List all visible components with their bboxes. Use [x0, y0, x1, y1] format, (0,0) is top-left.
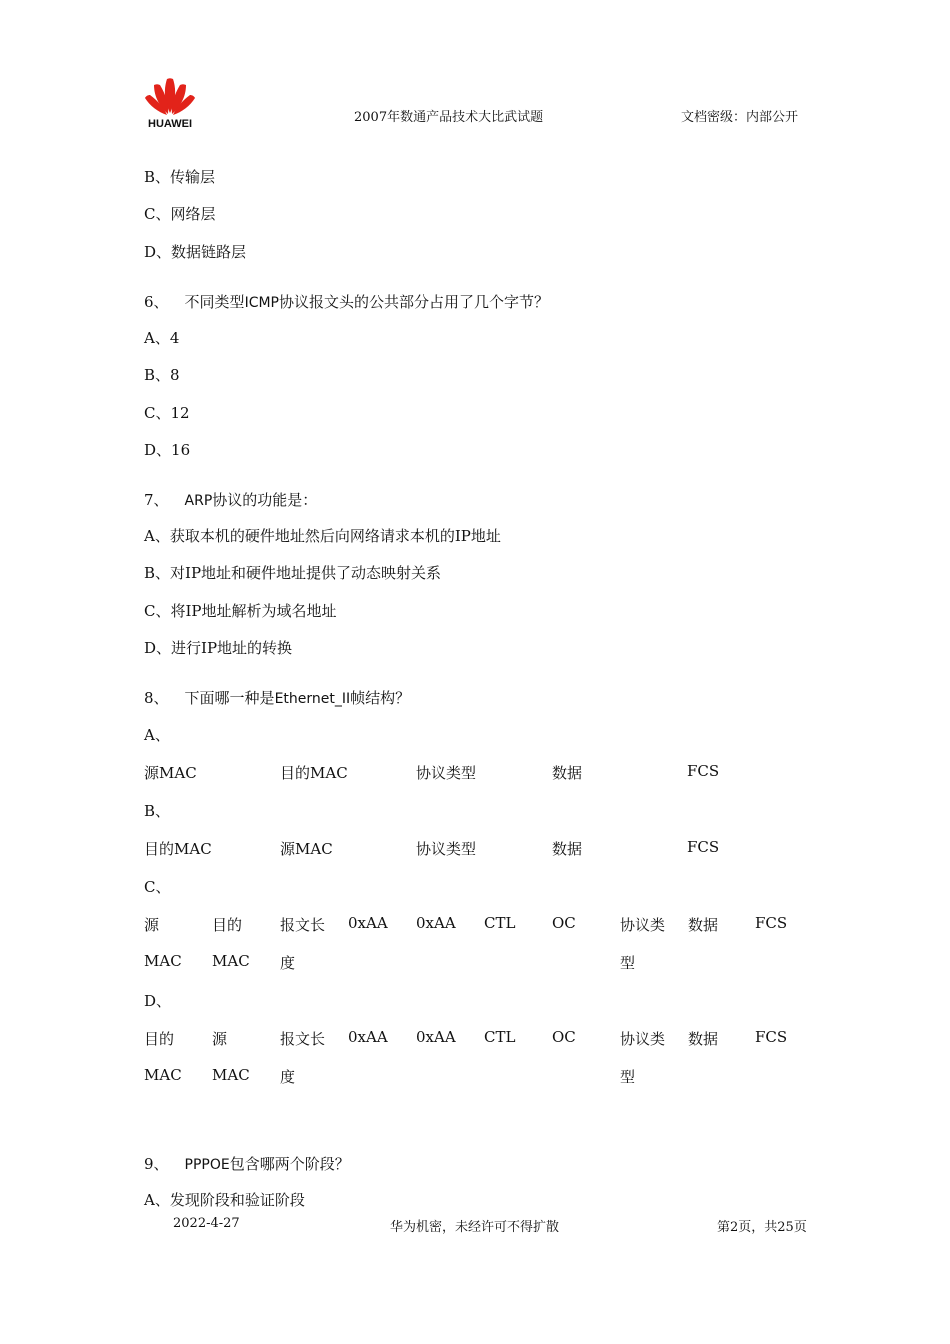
q6-option-d: D、16 — [144, 441, 191, 459]
q8-number: 8、 — [144, 689, 169, 707]
q8-d-cell-7: OC — [552, 1028, 576, 1046]
footer-date: 2022-4-27 — [173, 1216, 240, 1231]
q8-a-cell-5: FCS — [687, 762, 720, 780]
q8-d-cell-9: 数据 — [688, 1030, 719, 1048]
q5-option-b: B、传输层 — [144, 168, 216, 186]
q8-d-cell-8-cont: 型 — [620, 1068, 636, 1086]
q8-d-cell-1-cont: MAC — [144, 1066, 182, 1084]
q8-a-cell-4: 数据 — [552, 764, 583, 782]
q7-text-post: 协议的功能是： — [212, 491, 318, 509]
q8-c-cell-1: 源 — [144, 916, 160, 934]
question-6 — [144, 291, 549, 312]
q8-c-cell-5: 0xAA — [416, 914, 456, 932]
question-8 — [144, 687, 410, 708]
q8-b-cell-5: FCS — [687, 838, 720, 856]
q7-term: ARP — [184, 493, 213, 509]
q8-d-cell-2: 源 — [212, 1030, 228, 1048]
question-7 — [144, 489, 317, 510]
huawei-petals-icon — [141, 73, 199, 129]
q9-number: 9、 — [144, 1155, 169, 1173]
q8-d-cell-6: CTL — [484, 1028, 516, 1046]
q5-option-d: D、数据链路层 — [144, 243, 247, 261]
q8-a-cell-2: 目的MAC — [280, 764, 348, 782]
q8-c-cell-2: 目的 — [212, 916, 243, 934]
q9-term: PPPOE — [184, 1157, 230, 1173]
footer-page: 第2页，共25页 — [717, 1220, 807, 1235]
q8-d-cell-8: 协议类 — [620, 1030, 666, 1048]
q8-c-cell-4: 0xAA — [348, 914, 388, 932]
q8-a-cell-3: 协议类型 — [416, 764, 477, 782]
q8-label-d: D、 — [144, 992, 172, 1010]
q8-c-cell-6: CTL — [484, 914, 516, 932]
q6-option-a: A、4 — [144, 329, 180, 347]
q9-text-post: 包含哪两个阶段？ — [229, 1155, 350, 1173]
q8-d-cell-2-cont: MAC — [212, 1066, 250, 1084]
q6-text-pre: 不同类型 — [184, 293, 245, 311]
q6-option-b: B、8 — [144, 366, 180, 384]
q8-c-cell-8-cont: 型 — [620, 954, 636, 972]
q5-option-c: C、网络层 — [144, 205, 216, 223]
question-9 — [144, 1153, 350, 1174]
q7-option-b: B、对IP地址和硬件地址提供了动态映射关系 — [144, 564, 442, 582]
footer-confidential: 华为机密，未经许可不得扩散 — [390, 1220, 560, 1235]
q6-term: ICMP — [244, 295, 279, 311]
q8-b-cell-2: 源MAC — [280, 840, 333, 858]
q8-c-cell-10: FCS — [755, 914, 788, 932]
q8-d-cell-3: 报文长 — [280, 1030, 326, 1048]
q8-d-cell-10: FCS — [755, 1028, 788, 1046]
q7-number: 7、 — [144, 491, 169, 509]
q8-b-cell-1: 目的MAC — [144, 840, 212, 858]
q8-c-cell-8: 协议类 — [620, 916, 666, 934]
q8-c-cell-2-cont: MAC — [212, 952, 250, 970]
huawei-logo — [141, 73, 199, 129]
q8-a-cell-1: 源MAC — [144, 764, 197, 782]
q8-text-pre: 下面哪一种是 — [184, 689, 275, 707]
q8-text-post: 帧结构？ — [350, 689, 411, 707]
doc-classification: 文档密级：内部公开 — [681, 110, 799, 125]
huawei-wordmark: HUAWEI — [148, 118, 192, 129]
q7-option-a: A、获取本机的硬件地址然后向网络请求本机的IP地址 — [144, 527, 501, 545]
q8-c-cell-3-cont: 度 — [280, 954, 296, 972]
q8-label-b: B、 — [144, 802, 171, 820]
doc-title: 2007年数通产品技术大比武试题 — [354, 110, 544, 125]
q8-d-cell-3-cont: 度 — [280, 1068, 296, 1086]
q8-label-c: C、 — [144, 878, 171, 896]
q6-text-post: 协议报文头的公共部分占用了几个字节？ — [279, 293, 550, 311]
q8-b-cell-3: 协议类型 — [416, 840, 477, 858]
q8-c-cell-3: 报文长 — [280, 916, 326, 934]
q6-number: 6、 — [144, 293, 169, 311]
q8-c-cell-9: 数据 — [688, 916, 719, 934]
q8-d-cell-5: 0xAA — [416, 1028, 456, 1046]
q8-d-cell-4: 0xAA — [348, 1028, 388, 1046]
q8-b-cell-4: 数据 — [552, 840, 583, 858]
q7-option-d: D、进行IP地址的转换 — [144, 639, 293, 657]
q8-c-cell-1-cont: MAC — [144, 952, 182, 970]
q8-term: Ethernet_II — [274, 691, 351, 707]
q6-option-c: C、12 — [144, 404, 190, 422]
q8-label-a: A、 — [144, 726, 170, 744]
q7-option-c: C、将IP地址解析为域名地址 — [144, 602, 337, 620]
q8-d-cell-1: 目的 — [144, 1030, 175, 1048]
q9-option-a: A、发现阶段和验证阶段 — [144, 1191, 305, 1209]
q8-c-cell-7: OC — [552, 914, 576, 932]
